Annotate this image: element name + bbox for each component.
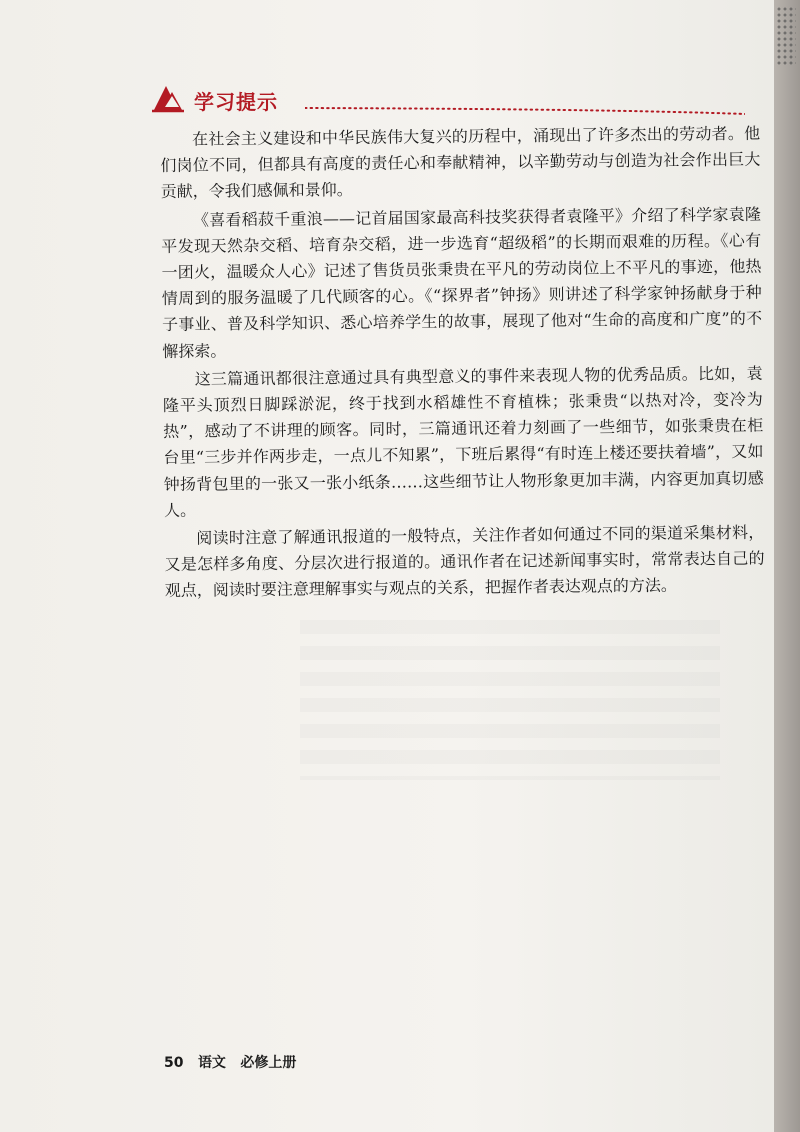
volume-label: 必修上册: [240, 1055, 297, 1071]
paragraph: 在社会主义建设和中华民族伟大复兴的历程中，涌现出了许多杰出的劳动者。他们岗位不同，但都具有高度的责任心和奉献精神，以辛勤劳动与创造为社会作出巨大贡献，令我们感佩和景仰。: [160, 123, 761, 202]
section-header: [150, 80, 760, 124]
page-footer: [164, 1052, 296, 1072]
show-through-shadow: [300, 620, 720, 780]
paragraph: 《喜看稻菽千重浪——记首届国家最高科技奖获得者袁隆平》介绍了科学家袁隆平发现天然杂交稻、培育杂交稻，进一步选育“超级稻”的长期而艰难的历程。《心有一团火，温暖众人心》记述了售货员张秉贵在平凡的劳动岗位上不平凡的事迹，他热情周到的服务温暖了几代顾客的心。《“探界者”钟扬》则讲述了科学家钟扬献身于种子事业、普及科学知识、悉心培养学生的故事，展现了他对“生命的高度和广度”的不懈探索。: [161, 204, 763, 361]
page-number: 50: [164, 1055, 184, 1071]
binding-dots: [776, 6, 796, 66]
book-title: 语文: [197, 1055, 226, 1071]
triangle-logo-icon: [150, 80, 186, 116]
paragraph: 这三篇通讯都很注意通过具有典型意义的事件来表现人物的优秀品质。比如，袁隆平头顶烈日脚踩淤泥，终于找到水稻雄性不育植株；张秉贵“以热对冷，变冷为热”，感动了不讲理的顾客。同时，三篇通讯还着力刻画了一些细节，如张秉贵在柜台里“三步并作两步走，一点儿不知累”，下班后累得“有时连上楼还要扶着墙”，又如钟扬背包里的一张又一张小纸条……这些细节让人物形象更加丰满，内容更加真切感人。: [162, 363, 764, 520]
body-text: [160, 121, 765, 607]
page-edge-background: [774, 0, 800, 1132]
section-title: 学习提示: [194, 90, 278, 114]
dotted-rule: [305, 104, 745, 116]
paragraph: 阅读时注意了解通讯报道的一般特点，关注作者如何通过不同的渠道采集材料，又是怎样多角度、分层次进行报道的。通讯作者在记述新闻事实时，常常表达自己的观点，阅读时要注意理解事实与观点的关系，把握作者表达观点的方法。: [164, 522, 765, 601]
